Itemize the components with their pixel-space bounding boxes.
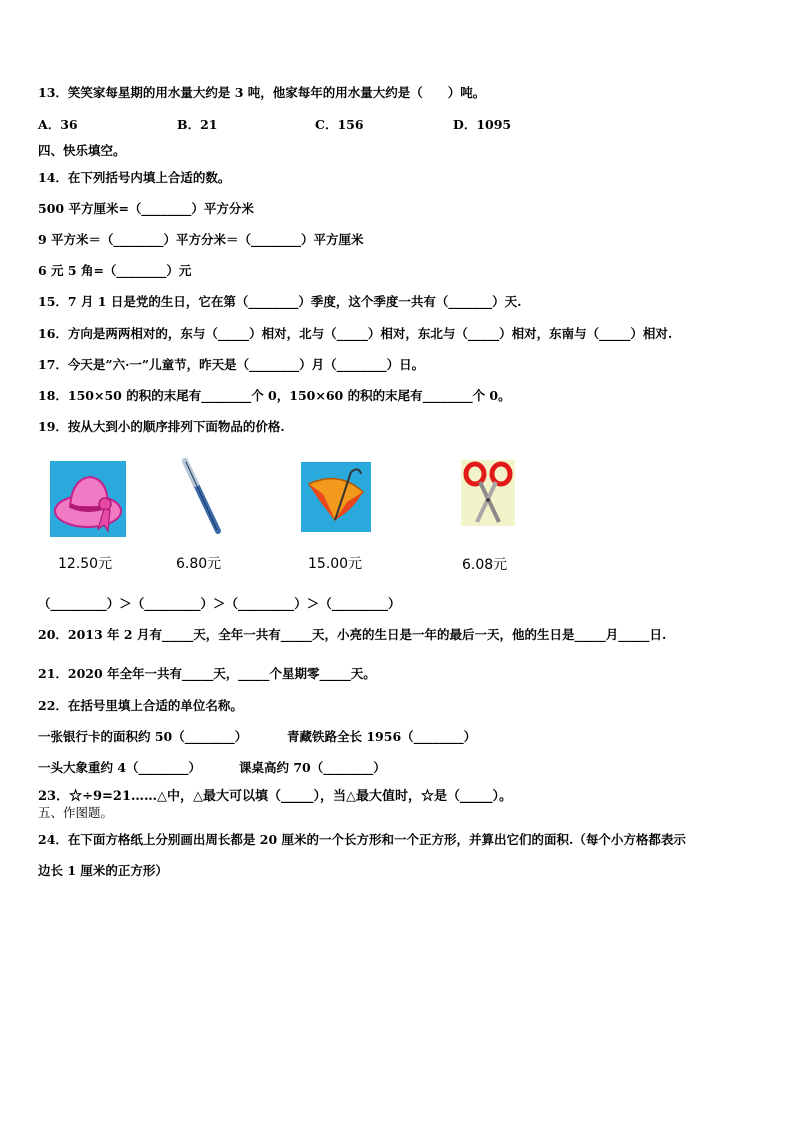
q22-line-2a: 一头大象重约 4（________）	[38, 760, 202, 775]
price-pen: 6.80元	[176, 556, 222, 572]
question-14: 14．在下列括号内填上合适的数。	[38, 170, 231, 185]
section-4-heading: 四、快乐填空。	[38, 143, 126, 158]
option-c: C．156	[315, 117, 364, 132]
question-22: 22．在括号里填上合适的单位名称。	[38, 698, 243, 713]
question-15: 15．7 月 1 日是党的生日，它在第（________）季度，这个季度一共有（_______）天.	[38, 294, 522, 309]
q22-line-1a: 一张银行卡的面积约 50（________）	[38, 729, 248, 744]
price-umbrella: 15.00元	[308, 556, 363, 572]
question-16: 16．方向是两两相对的，东与（_____）相对，北与（_____）相对，东北与（_____）相对，东南与（_____）相对.	[38, 326, 673, 341]
question-24-line-2: 边长 1 厘米的正方形）	[38, 863, 168, 878]
q14-line-2: 9 平方米＝（________）平方分米＝（________）平方厘米	[38, 232, 364, 247]
option-a: A．36	[38, 117, 78, 132]
price-scissors: 6.08元	[462, 557, 508, 573]
q14-line-3: 6 元 5 角=（________）元	[38, 263, 192, 278]
question-23: 23．☆÷9=21……△中，△最大可以填（_____），当△最大值时，☆是（_____）。	[38, 789, 513, 804]
umbrella-icon	[301, 462, 371, 532]
question-18: 18．150×50 的积的末尾有________个 0，150×60 的积的末尾有________个 0。	[38, 388, 511, 403]
question-24-line-1: 24．在下面方格纸上分别画出周长都是 20 厘米的一个长方形和一个正方形，并算出它们的面积.（每个小方格都表示	[38, 832, 686, 847]
q22-line-2b: 课桌高约 70（________）	[239, 760, 386, 775]
q19-answer-blanks: （_________）＞（_________）＞（_________）＞（_________）	[38, 596, 401, 611]
question-19: 19．按从大到小的顺序排列下面物品的价格.	[38, 419, 285, 434]
option-d: D．1095	[453, 117, 512, 132]
price-hat: 12.50元	[58, 556, 113, 572]
question-20: 20．2013 年 2 月有_____天，全年一共有_____天，小亮的生日是一年的最后一天，他的生日是_____月_____日.	[38, 627, 667, 642]
pen-icon	[180, 458, 226, 536]
q14-line-1: 500 平方厘米=（________）平方分米	[38, 201, 254, 216]
option-b: B．21	[177, 117, 218, 132]
question-17: 17．今天是”六·一”儿童节，昨天是（________）月（________）日。	[38, 357, 425, 372]
q22-line-1b: 青藏铁路全长 1956（________）	[287, 729, 477, 744]
question-13: 13．笑笑家每星期的用水量大约是 3 吨，他家每年的用水量大约是（ ）吨。	[38, 85, 486, 100]
section-5-heading: 五、作图题。	[38, 805, 114, 820]
hat-icon	[50, 461, 126, 537]
scissors-icon	[461, 460, 515, 526]
question-21: 21．2020 年全年一共有_____天，_____个星期零_____天。	[38, 666, 376, 681]
